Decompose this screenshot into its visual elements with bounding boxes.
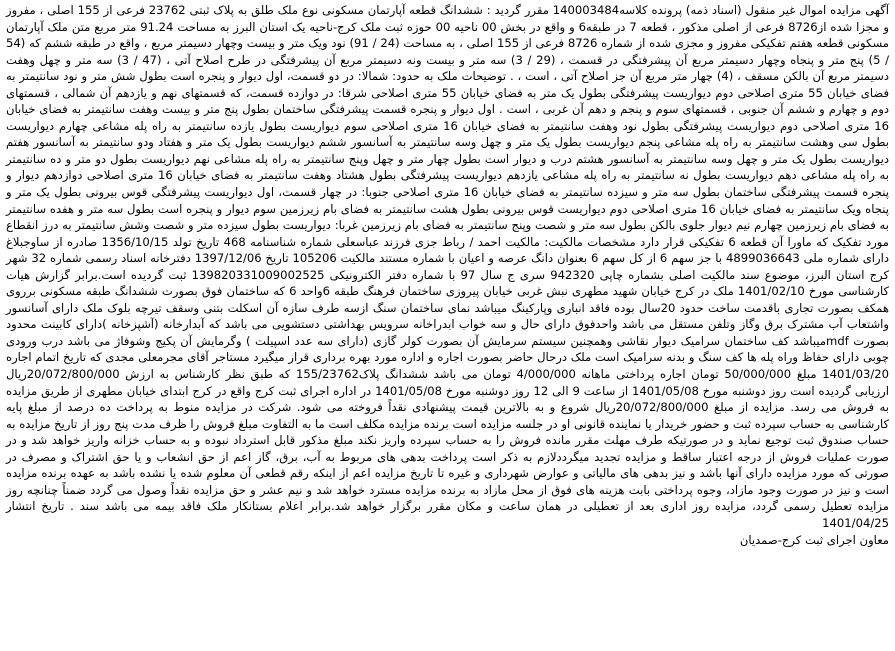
notice-signature: معاون اجرای ثبت کرج-صمدیان xyxy=(739,532,889,547)
notice-body: آگهی مزایده اموال غیر منقول (اسناد ذمه) پرونده کلاسه140003484 مقرر گردید : ششدانگ قطعه آپارتمان مسکونی نوع ملک طلق به پلاک ثبتی 23762 فرعی از 155 اصلی ، مفروز و مجزا شده از8726 فرعی از اصلی مذکور ، قطعه 7 در طبقه6 و واقع در بخش 00 ناحیه 00 حوزه ثبت ملک کرج-ناحیه یک استان البرز به مساحت 91.24 متر مربع متن ملک آپارتمان مسکونی قطعه هفتم تفکیکی مفروز و مجزی شده از شماره 8726 فرعی از 155 اصلی ، به مساحت (24 / 91) نود ویک متر و بیست وچهار دسیمتر مربع ، واقع در طبقه ششم که (54 / 5) پنج متر و پنجاه وچهار دسیمتر مربع آن پیشرفتگی در قسمت ، (29 / 3) سه متر و بیست ونه دسیمتر مربع آن پیشرفتگی در طرح اصلاح آتی ، (47 / 3) سه متر و چهل وهفت دسیمتر مربع آن بالکن مسقف ، (4) چهار متر مربع آن جز اصلاح آتی ، است ، . توضیحات ملک به حدود: شمالا: در دو قسمت، اول دیوار و پنجره است بطول شش متر و نود سانتیمتر به فضای خیابان 55 متری اصلاحی دوم دیواریست پیشرفتگی بطول یک متر به فضای خیابان 55 متری اصلاحی شرقا: در دوازده قسمت، که قسمتهای نهم و یازدهم آن شمالی ، قسمتهای دوم و چهارم و ششم آن جنوبی ، قسمتهای سوم و پنجم و دهم آن غربی ، است . اول دیوار و پنجره قسمت پیشرفتگی ساختمان بطول پنج متر و بیست وهفت سانتیمتر به فضای خیابان 16 متری اصلاحی دوم دیواریست پیشرفتگی بطول نود وهفت سانتیمتر به فضای خیابان 16 متری اصلاحی سوم دیواریست بطول یازده سانتیمتر به راه پله مشاعی چهارم دیواریست بطول سی وهشت سانتیمتر به راه پله مشاعی پنجم دیواریست بطول یک متر و چهل وسه سانتیمتر به آسانسور ششم دیواریست بطول یک متر و هفتاد ودو سانتیمتر به آسانسور هفتم دیواریست بطول یک متر و چهل وسه سانتیمتر به آسانسور هشتم درب و دیوار است بطول چهار متر و چهل وپنج سانتیمتر به راه پله مشاعی نهم دیواریست بطول دو متر و ده سانتیمتر به راه پله مشاعی دهم دیواریست بطول نه سانتیمتر به راه پله مشاعی یازدهم دیواریست پیشرفتگی بطول هشتاد وهفت سانتیمتر به فضای خیابان 16 متری اصلاحی دوازدهم دیوار و پنجره قسمت پیشرفتگی ساختمان بطول سه متر و سیزده سانتیمتر به فضای خیابان 16 متری اصلاحی جنوبا: در چهار قسمت، اول دیواریست پیشرفتگی قوس بیرونی بطول یک متر و پنجاه ویک سانتیمتر به فضای خیابان 16 متری اصلاحی دوم دیواریست قوس بیرونی بطول هشت سانتیمتر به فضای بام زیرزمین سوم دیوار و پنجره است بطول سه متر و هفده سانتیمتر به فضای بام زیرزمین چهارم نیم دیوار جلوی بالکن بطول سه متر و شصت وپنج سانتیمتر به فضای بام زیرزمین غربا: دیواریست بطول سیزده متر و شصت وشش سانتیمتر به درز انقطاع مورد تفکیک که ماورا آن قطعه 6 تفکیکی قرار دارد مشخصات مالکیت: مالکیت احمد / رباط جزی فرزند عباسعلی شماره شناسنامه 468 تاریخ تولد 1356/10/15 صادره از ساوجبلاغ دارای شماره ملی 4899036643 با جز سهم 6 از کل سهم 6 بعنوان دانگ عرصه و اعیان با شماره مستند مالکیت 105206 تاریخ 1397/12/06 دفترخانه اسناد رسمی شماره 32 شهر کرج استان البرز، موضوع سند مالکیت اصلی بشماره چاپی 942320 سری ج سال 97 با شماره دفتر الکترونیکی 139820331009002525 ثبت گردیده است.برابر گزارش هیات کارشناسی مورخ 1401/02/10 ملک در کرج خیابان شهید مطهری نبش غربی خیابان پیروزی ساختمان فرهنگ طبقه 6واحد 6 که ساختمان فوق بصورت ششدانگ طبقه مسکونی برروی همکف بصورت تجاری باقدمت ساخت حدود 20سال بوده فاقد انباری وپارکینگ میباشد نمای ساختمان سنگ ازسه طرف سازه آن اسکلت بتنی وسقف تیرچه بلوک ملک دارای آسانسور واشتعاب آب مشترک برق وگاز وتلفن مستقل می باشد واحدفوق دارای حال و سه خواب ابدراخانه سرویس بهداشتی دستشویی می باشد که آبدارخانه (آشپزخانه )دارای کابینت محدود بصورت mdfمیباشد کف ساختمان سرامیک دیوار نقاشی وهمچنین سیستم سرمایش آن بصورت کولر گازی (دارای سه عدد اسپیلت ) وگرمایش آن پکیج وشوفاژ می باشد درب ورودی چوبی دارای حفاظ وراه پله ها کف سنگ و بدنه سرامیک است ملک درحال حاضر بصورت اجاره و اداره مورد بهره برداری قرار میگیرد مستاجر آقای مجرمعلی مجدی که تاریخ اتمام اجاره 1401/03/20 مبلغ 50/000/000 تومان اجاره پرداختی ماهانه 4/000/000 تومان می باشد ششدانگ پلاک155/23762 که طبق نظر کارشناس به ارزش 20/072/800/000ریال ارزیابی گردیده است روز دوشنبه مورخ 1401/05/08 از ساعت 9 الی 12 روز دوشنبه مورخ 1401/05/08 در اداره اجرای ثبت کرج واقع در کرج ابتدای خیابان مطهری از طریق مزایده به فروش می رسد. مزایده از مبلغ 20/072/800/000ریال شروع و به بالاترین قیمت پیشنهادی نقداً فروخته می شود. شرکت در مزایده منوط به پرداخت ده درصد از مبلغ پایه کارشناسی به حساب سپرده ثبت و حضور خریدار یا نماینده قانونی او در جلسه مزایده است برنده مزایده مکلف است ما به التفاوت مبلغ فروش را ظرف مدت پنج روز از تاریخ مزایده به حساب صندوق ثبت توجیع نماید و در صورتیکه طرف مهلت مقرر مانده فروش را به حساب سپرده واریز نکند مبلغ مذکور قابل استرداد نبوده و به حساب خزانه واریز خواهد شد و در صورت عملیات فروش از درجه اعتبار ساقط و مزایده تجدید میگرددلازم به ذکر است پرداخت بدهی های مربوط به آب، برق، گاز اعم از حق انشعاب و یا حق اشتراک و مصرف در صورتی که مورد مزایده دارای آنها باشد و نیز بدهی های مالیاتی و عوارض شهرداری و غیره تا تاریخ مزایده اعم از اینکه رقم قطعی آن معلوم شده یا نشده باشد به عهده برنده مزایده است و نیز در صورت وجود مازاد، وجوه پرداختی بابت هزینه های فوق از محل مازاد به برنده مزایده مسترد خواهد شد و نیم عشر و حق مزایده نقداً وصول می گردد ضمناً چنانچه روز مزایده تعطیل رسمی گردد، مزایده روز اداری بعد از تعطیلی در همان ساعت و مکان مقرر برگزار خواهد شد.برابر اعلام بستانکار ملک فاقد بیمه می باشد سند . تاریخ انتشار 1401/04/25 xyxy=(6,3,890,530)
